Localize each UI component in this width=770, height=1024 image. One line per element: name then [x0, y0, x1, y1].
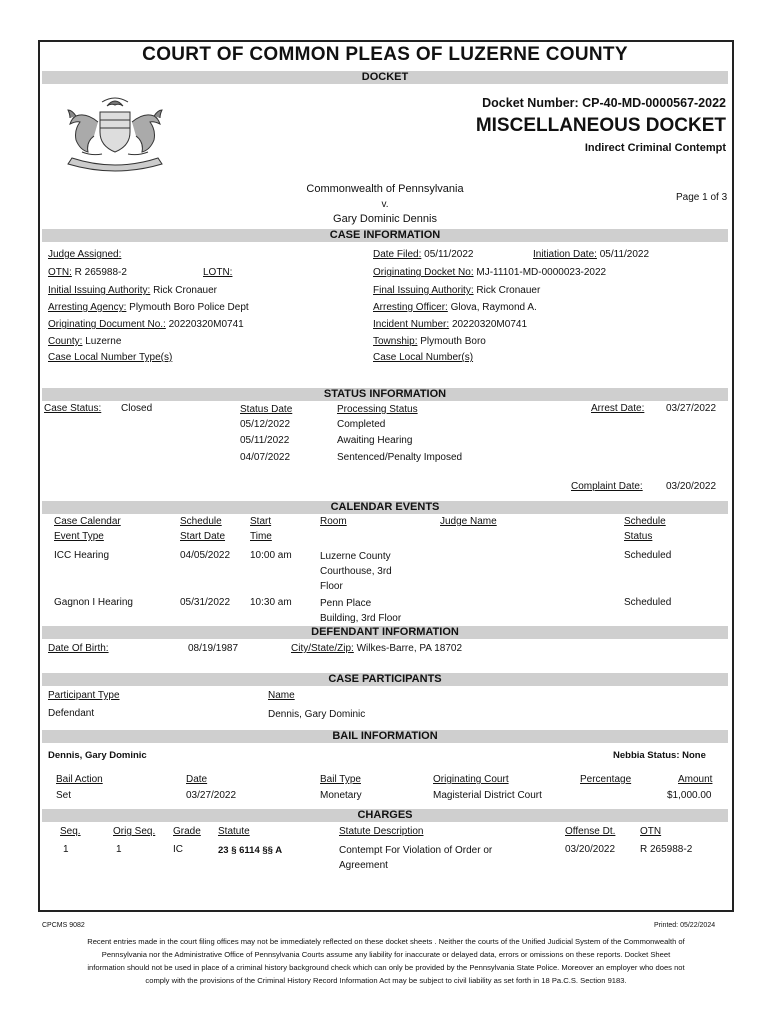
case-local-number-label: Case Local Number(s): [373, 352, 474, 363]
calendar-events-bar: CALENDAR EVENTS: [42, 501, 728, 514]
participant-name: Dennis, Gary Dominic: [268, 709, 366, 720]
col-room: Room: [320, 516, 347, 527]
col-schedule-start-date: Schedule: [180, 516, 222, 527]
caption-plaintiff: Commonwealth of Pennsylvania: [306, 183, 464, 195]
incident-number: Incident Number: 20220320M0741: [373, 319, 528, 330]
bail-date: 03/27/2022: [186, 790, 237, 801]
defendant-information-bar: DEFENDANT INFORMATION: [42, 626, 728, 639]
bail-action-label: Bail Action: [56, 774, 103, 785]
charge-description-line: Contempt For Violation of Order or: [339, 845, 493, 856]
arresting-officer: Arresting Officer: Glova, Raymond A.: [373, 302, 537, 313]
status-date-label: Status Date: [240, 404, 293, 415]
offense-date-label: Offense Dt.: [565, 826, 616, 837]
event-room-line: Floor: [320, 581, 343, 592]
status-row-date: 05/12/2022: [240, 419, 291, 430]
status-row-date: 05/11/2022: [240, 435, 290, 446]
charge-otn: R 265988-2: [640, 844, 693, 855]
event-room-line: Luzerne County: [320, 551, 391, 562]
page-number: Page 1 of 3: [676, 192, 728, 203]
bail-person: Dennis, Gary Dominic: [48, 750, 147, 761]
lotn-label: LOTN:: [203, 267, 233, 278]
bail-amount: $1,000.00: [667, 790, 712, 801]
bail-information-bar: BAIL INFORMATION: [42, 730, 728, 743]
event-room-line: Courthouse, 3rd: [320, 566, 392, 577]
seq-label: Seq.: [60, 826, 81, 837]
county: County: Luzerne: [48, 336, 122, 347]
form-id: CPCMS 9082: [42, 922, 85, 929]
event-type: ICC Hearing: [54, 550, 110, 561]
col-event-type: Case Calendar: [54, 516, 121, 527]
arrest-date-value: 03/27/2022: [666, 403, 717, 414]
final-issuing-authority: Final Issuing Authority: Rick Cronauer: [373, 285, 541, 296]
participant-type: Defendant: [48, 708, 95, 719]
township: Township: Plymouth Boro: [373, 336, 486, 347]
event-time: 10:30 am: [250, 597, 292, 608]
status-row-status: Sentenced/Penalty Imposed: [337, 452, 463, 463]
initial-issuing-authority: Initial Issuing Authority: Rick Cronauer: [48, 285, 217, 296]
grade-label: Grade: [173, 826, 201, 837]
col-schedule-start-date: Start Date: [180, 531, 226, 542]
disclaimer: Recent entries made in the court filing offices may not be immediately reflected on these docket sheets . Neither the courts of the Unified Judicial System of the Commonwealth of Pennsylvania nor the Administrative Office of Pennsylvania Courts assume any liability for inaccurate or delayed data, errors or omissions on these reports. Docket Sheet information should not be used in place of a criminal history background check which can only be provided by the Pennsylvania State Police. Moreover an employer who does not comply with the provisions of the Criminal History Record Information Act may be subject to civil liability as set forth in 18 Pa.C.S. Section 9183.: [87, 937, 685, 985]
charge-description-line: Agreement: [339, 860, 388, 871]
docket-bar: DOCKET: [42, 71, 728, 84]
status-row-date: 04/07/2022: [240, 452, 291, 463]
col-schedule-status: Schedule: [624, 516, 666, 527]
charge-offense-date: 03/20/2022: [565, 844, 616, 855]
pennsylvania-seal-icon: [52, 92, 178, 172]
case-status-value: Closed: [121, 403, 153, 414]
event-date: 05/31/2022: [180, 597, 231, 608]
col-start-time: Start: [250, 516, 272, 527]
case-participants-bar: CASE PARTICIPANTS: [42, 673, 728, 686]
docket-number: Docket Number: CP-40-MD-0000567-2022: [482, 96, 726, 110]
caption-versus: v.: [381, 199, 389, 210]
percentage-label: Percentage: [580, 774, 632, 785]
statute-description-label: Statute Description: [339, 826, 424, 837]
complaint-date-label: Complaint Date:: [571, 481, 643, 492]
processing-status-label: Processing Status: [337, 404, 418, 415]
charge-grade: IC: [173, 844, 183, 855]
event-room-line: Building, 3rd Floor: [320, 613, 402, 624]
status-information-bar: STATUS INFORMATION: [42, 388, 728, 401]
dob-label: Date Of Birth:: [48, 643, 109, 654]
case-status-label: Case Status:: [44, 403, 102, 414]
status-row-status: Completed: [337, 419, 386, 430]
col-start-time: Time: [250, 531, 272, 542]
originating-docket: Originating Docket No: MJ-11101-MD-0000023-2022: [373, 267, 607, 278]
event-type: Gagnon I Hearing: [54, 597, 133, 608]
col-judge-name: Judge Name: [440, 516, 497, 527]
initiation-date: Initiation Date: 05/11/2022: [533, 249, 650, 260]
complaint-date-value: 03/20/2022: [666, 481, 717, 492]
docket-type: MISCELLANEOUS DOCKET: [475, 115, 726, 136]
participant-type-label: Participant Type: [48, 690, 120, 701]
charge-orig-seq: 1: [116, 844, 122, 855]
status-row-status: Awaiting Hearing: [337, 435, 413, 446]
case-local-number-type-label: Case Local Number Type(s): [48, 352, 173, 363]
judge-assigned-label: Judge Assigned:: [48, 249, 122, 260]
printed-date: Printed: 05/22/2024: [654, 922, 716, 929]
originating-document: Originating Document No.: 20220320M0741: [48, 319, 244, 330]
event-room-line: Penn Place: [320, 598, 372, 609]
otn: OTN: R 265988-2: [48, 267, 127, 278]
case-information-bar: CASE INFORMATION: [42, 229, 728, 242]
bail-action: Set: [56, 790, 72, 801]
arresting-agency: Arresting Agency: Plymouth Boro Police Dept: [48, 302, 249, 313]
col-schedule-status: Status: [624, 531, 653, 542]
charge-seq: 1: [63, 844, 69, 855]
originating-court: Magisterial District Court: [433, 790, 542, 801]
arrest-date-label: Arrest Date:: [591, 403, 645, 414]
originating-court-label: Originating Court: [433, 774, 509, 785]
orig-seq-label: Orig Seq.: [113, 826, 156, 837]
statute-label: Statute: [218, 826, 250, 837]
event-status: Scheduled: [624, 550, 672, 561]
court-title: COURT OF COMMON PLEAS OF LUZERNE COUNTY: [142, 44, 628, 65]
charge-otn-label: OTN: [640, 826, 662, 837]
city-state-zip: City/State/Zip: Wilkes-Barre, PA 18702: [291, 643, 463, 654]
event-time: 10:00 am: [250, 550, 292, 561]
amount-label: Amount: [678, 774, 713, 785]
col-event-type: Event Type: [54, 531, 104, 542]
bail-type-label: Bail Type: [320, 774, 361, 785]
date-filed: Date Filed: 05/11/2022: [373, 249, 474, 260]
event-status: Scheduled: [624, 597, 672, 608]
participant-name-label: Name: [268, 690, 295, 701]
dob-value: 08/19/1987: [188, 643, 239, 654]
bail-type: Monetary: [320, 790, 362, 801]
bail-date-label: Date: [186, 774, 208, 785]
caption-defendant: Gary Dominic Dennis: [333, 213, 437, 225]
event-date: 04/05/2022: [180, 550, 231, 561]
nebbia-status: Nebbia Status: None: [613, 750, 706, 761]
charge-statute: 23 § 6114 §§ A: [218, 845, 283, 856]
charges-bar: CHARGES: [42, 809, 728, 822]
docket-subtype: Indirect Criminal Contempt: [584, 142, 726, 154]
